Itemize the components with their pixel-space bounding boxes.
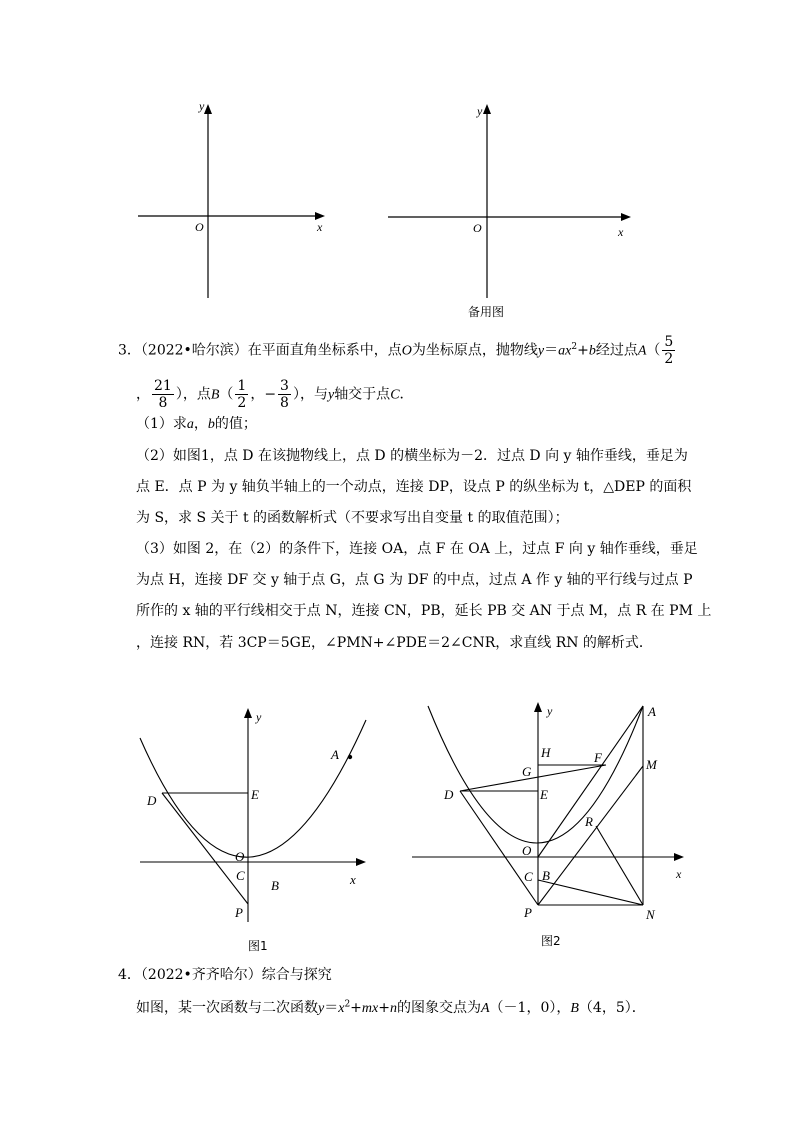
fig2-E: E — [540, 787, 548, 802]
fig2-N: N — [646, 907, 655, 922]
fig1-D: D — [147, 793, 157, 808]
fracA1: $\frac{5}{2}$ — [664, 334, 674, 367]
fracB1: $\frac{1}{2}$ — [237, 378, 247, 411]
right-axis-x-label: x — [618, 225, 624, 239]
fig2-y: y — [547, 704, 553, 718]
fig1-y: y — [256, 710, 262, 724]
p3-q1: （1）求a，b的值； — [136, 416, 257, 432]
fig1-C: C — [236, 868, 245, 883]
fig1-P: P — [235, 905, 243, 920]
fig2-G: G — [522, 764, 532, 779]
fig2-x: x — [676, 867, 682, 881]
left-origin-label: O — [195, 220, 204, 234]
p3-q2-line1: （2）如图1，点 D 在该抛物线上，点 D 的横坐标为－2．过点 D 向 y 轴作垂线，垂足为 — [136, 448, 688, 464]
fig1-x: x — [350, 872, 356, 887]
fig1-E: E — [251, 787, 259, 802]
fig1-O: O — [235, 849, 245, 864]
p3-q3-line4: ，连接 RN，若 3CP＝5GE，∠PMN+∠PDE＝2∠CNR，求直线 RN 的解析式． — [136, 635, 653, 651]
fig2-D: D — [444, 787, 454, 802]
spare-figure-caption: 备用图 — [468, 305, 505, 319]
p3-q3-line1: （3）如图 2，在（2）的条件下，连接 OA，点 F 在 OA 上，过点 F 向 y 轴作垂线，垂足 — [136, 541, 698, 557]
fig2-O: O — [522, 843, 532, 858]
fig2-M: M — [646, 757, 657, 772]
p3-q3-line2: 为点 H，连接 DF 交 y 轴于点 G，点 G 为 DF 的中点，过点 A 作 y 轴的平行线与过点 P — [136, 572, 693, 588]
p4-head: 4．（2022•齐齐哈尔）综合与探究 — [118, 967, 332, 983]
fig2-B: B — [542, 868, 550, 883]
fig2-R: R — [585, 814, 593, 829]
fig2-C: C — [524, 869, 533, 884]
left-axis-y-label: y — [199, 99, 205, 113]
fracA2: $\frac{21}{8}$ — [154, 378, 172, 411]
fig1-B: B — [271, 878, 279, 893]
fig2-F: F — [594, 750, 602, 765]
fig2-parabola — [428, 706, 643, 843]
fracB2: $\frac{3}{8}$ — [280, 378, 289, 411]
right-axis-y-label: y — [477, 104, 483, 118]
left-axis-x-label: x — [317, 220, 323, 234]
fig2-P: P — [524, 905, 532, 920]
right-origin-label: O — [473, 221, 482, 235]
fig2-H: H — [541, 745, 551, 760]
fig2-caption: 图2 — [541, 934, 561, 948]
fig1-A: A — [331, 747, 339, 762]
p3-line2: ， $\frac{21}{8}$ ），点B（ $\frac{1}{2}$ ，− $\frac{3}{8}$ ），与y轴交于点C． — [136, 378, 414, 411]
p3-line1: 3．（2022•哈尔滨）在平面直角坐标系中，点O为坐标原点，抛物线$y=ax^2+b$经过点A（ $\frac{5}{2}$ — [118, 334, 674, 367]
fig2-A: A — [648, 704, 656, 719]
p3-q2-line2: 点 E．点 P 为 y 轴负半轴上的一个动点，连接 DP，设点 P 的纵坐标为 t，△DEP 的面积 — [136, 479, 692, 495]
p4-line2: 如图，某一次函数与二次函数$y=x^2+mx+n$的图象交点为A（－1，0），B（4，5）． — [136, 999, 646, 1016]
p3-q2-line3: 为 S，求 S 关于 t 的函数解析式（不要求写出自变量 t 的取值范围）； — [136, 510, 569, 526]
p3-q3-line3: 所作的 x 轴的平行线相交于点 N，连接 CN，PB，延长 PB 交 AN 于点 M，点 R 在 PM 上 — [136, 603, 712, 619]
fig1-caption: 图1 — [248, 939, 268, 953]
